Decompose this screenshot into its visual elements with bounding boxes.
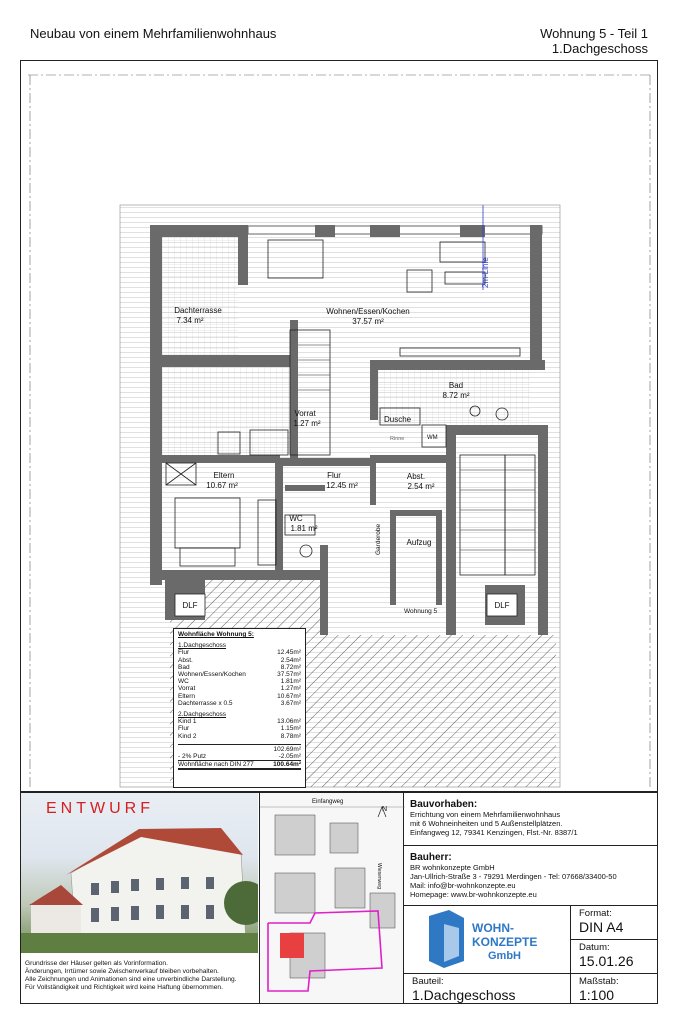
part-label: Bauteil: <box>412 976 444 987</box>
dlf-label-right: DLF <box>494 601 510 610</box>
room-wohnen-area: 37.57 m² <box>352 317 384 326</box>
room-bad-area: 8.72 m² <box>442 391 470 400</box>
area-total-label: Wohnfläche nach DIN 277 <box>178 761 254 769</box>
format-label: Format: <box>579 908 612 919</box>
area-row-value: 12.45m² <box>277 649 301 657</box>
room-eltern-area: 10.67 m² <box>206 481 238 490</box>
unit-entrance-label: Wohnung 5 <box>404 608 438 615</box>
area-rows-1 <box>178 649 301 707</box>
floor-name: 1.Dachgeschoss <box>551 41 648 56</box>
date-cell <box>571 939 658 973</box>
disclaimer-line: Für Vollständigkeit und Richtigkeit wird keine Haftung übernommen. <box>25 984 223 991</box>
washing-machine: WM <box>427 435 438 441</box>
area-section-1: 1.Dachgeschoss <box>178 642 227 650</box>
room-flur-name: Flur <box>327 471 341 480</box>
disclaimer-line: Alle Zeichnungen und Animationen sind eine unverbindliche Darstellung. <box>25 976 237 983</box>
format-value: DIN A4 <box>579 919 624 935</box>
scale-value: 1:100 <box>579 987 615 1003</box>
area-row <box>178 685 301 692</box>
room-wc-area: 1.81 m² <box>290 524 318 533</box>
area-row-value: 3.67m² <box>280 699 301 707</box>
site-map-drawing <box>260 793 405 1003</box>
room-vorrat-name: Vorrat <box>294 409 316 418</box>
area-row <box>178 678 301 685</box>
area-putz-label: - 2% Putz <box>178 753 207 761</box>
project-line: Einfangweg 12, 79341 Kenzingen, Flst.-Nr. 8387/1 <box>410 828 578 837</box>
date-value: 15.01.26 <box>579 953 634 969</box>
area-row <box>178 718 301 725</box>
area-row-value: 1.15m² <box>280 725 301 733</box>
area-row-name: Abst. <box>178 656 193 664</box>
room-bad-name: Bad <box>448 381 464 390</box>
disclaimer-line: Grundrisse der Häuser gelten als Vorinformation. <box>25 960 168 967</box>
area-row-value: 8.78m² <box>280 732 301 740</box>
room-aufzug: Aufzug <box>406 538 432 547</box>
area-row-name: WC <box>178 678 189 686</box>
area-row-name: Kind 1 <box>178 718 197 726</box>
client-line: Homepage: www.br-wohnkonzepte.eu <box>410 890 537 899</box>
scale-cell <box>571 973 658 1004</box>
area-total-row <box>178 760 301 770</box>
terrace-tiles <box>162 237 238 355</box>
area-row-value: 1.81m² <box>280 678 301 686</box>
area-row-value: 37.57m² <box>277 671 301 679</box>
area-row-name: Kind 2 <box>178 732 197 740</box>
area-row <box>178 700 301 707</box>
area-total-val: 100.64m² <box>273 761 301 769</box>
room-wohnen-name: Wohnen/Essen/Kochen <box>326 307 410 316</box>
area-row <box>178 693 301 700</box>
area-section-2: 2.Dachgeschoss <box>178 711 227 719</box>
site-unit-marker <box>280 933 304 958</box>
part-cell <box>404 973 571 1004</box>
void-hatch-right <box>322 635 556 787</box>
area-sum: 102.69m² <box>273 745 301 753</box>
unit-name: Wohnung 5 - Teil 1 <box>540 26 648 41</box>
room-abst-name: Abst. <box>406 472 426 481</box>
area-row-name: Flur <box>178 649 190 657</box>
area-putz-row <box>178 753 301 760</box>
garderobe-label: Garderobe <box>375 523 382 555</box>
format-cell <box>571 905 658 939</box>
part-value: 1.Dachgeschoss <box>412 987 516 1003</box>
two-meter-line-label: 2m-Linie <box>481 257 490 288</box>
logo-line-3: GmbH <box>488 950 521 962</box>
area-row <box>178 657 301 664</box>
north-arrow: N <box>382 806 388 813</box>
site-map <box>259 793 404 1003</box>
kitchen-tiles <box>162 367 290 455</box>
drawing-title: Neubau von einem Mehrfamilienwohnhaus <box>30 26 277 41</box>
logo-line-2: KONZEPTE <box>472 935 538 949</box>
client-line: Jan-Ullrich-Straße 3 - 79291 Merdingen - Tel: 07668/33400-50 <box>410 872 617 881</box>
project-line: mit 6 Wohneinheiten und 5 Außenstellplätzen. <box>410 819 563 828</box>
area-sum-row <box>178 744 301 753</box>
area-table-title: Wohnfläche Wohnung 5: <box>178 631 254 638</box>
project-label: Bauvorhaben: <box>410 799 478 810</box>
area-row-name: Flur <box>178 725 190 733</box>
area-row-value: 8.72m² <box>280 663 301 671</box>
company-logo <box>404 906 571 974</box>
area-row-name: Eltern <box>178 692 195 700</box>
area-row-name: Vorrat <box>178 685 196 693</box>
room-abst-area: 2.54 m² <box>407 482 435 491</box>
shower-channel: Rinne <box>390 436 405 442</box>
room-dusche: Dusche <box>384 415 412 424</box>
room-dachterrasse-area: 7.34 m² <box>176 316 204 325</box>
area-row-name: Wohnen/Essen/Kochen <box>178 671 246 679</box>
disclaimer <box>25 960 257 992</box>
area-putz-val: -2.05m² <box>278 753 301 761</box>
client-line: Mail: info@br-wohnkonzepte.eu <box>410 881 516 890</box>
area-row <box>178 664 301 671</box>
info-block <box>404 793 658 905</box>
street-label-2: Wiesenweg <box>376 863 382 889</box>
room-eltern-name: Eltern <box>213 471 235 480</box>
street-label: Einfangweg <box>312 799 344 805</box>
area-row-value: 2.54m² <box>280 656 301 664</box>
room-vorrat-area: 1.27 m² <box>293 419 321 428</box>
disclaimer-line: Änderungen, Irrtümer sowie Zwischenverkauf bleiben vorbehalten. <box>25 968 219 975</box>
room-dachterrasse-name: Dachterrasse <box>174 306 222 315</box>
area-row-value: 1.27m² <box>280 685 301 693</box>
draft-stamp: ENTWURF <box>46 800 154 817</box>
room-flur-area: 12.45 m² <box>326 481 358 490</box>
scale-label: Maßstab: <box>579 976 619 987</box>
area-table <box>173 628 306 788</box>
client-line: BR wohnkonzepte GmbH <box>410 863 495 872</box>
area-row-name: Dachterrasse x 0.5 <box>178 699 233 707</box>
area-row-value: 13.06m² <box>277 718 301 726</box>
area-row <box>178 671 301 678</box>
dlf-label-left: DLF <box>182 601 198 610</box>
date-label: Datum: <box>579 942 610 953</box>
room-wc-name: WC <box>289 514 303 523</box>
logo-line-1: WOHN- <box>472 921 514 935</box>
area-row <box>178 725 301 732</box>
client-label: Bauherr: <box>410 852 452 863</box>
area-row <box>178 733 301 740</box>
area-row-value: 10.67m² <box>277 692 301 700</box>
project-line: Errichtung von einem Mehrfamilienwohnhaus <box>410 810 561 819</box>
area-rows-2 <box>178 718 301 740</box>
logo-area <box>404 905 571 973</box>
area-row <box>178 649 301 656</box>
area-row-name: Bad <box>178 663 190 671</box>
